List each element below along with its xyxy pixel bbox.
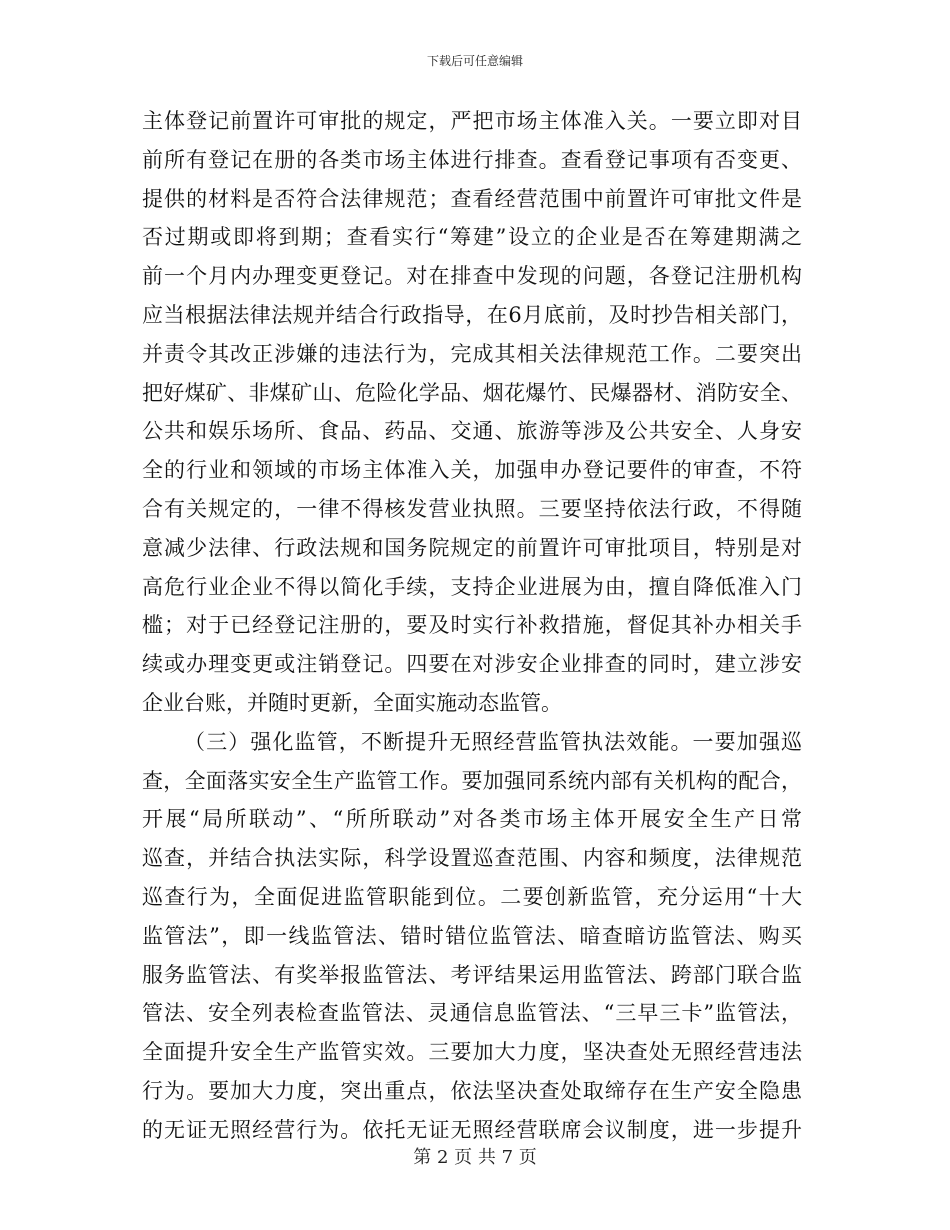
text-line: 合有关规定的，一律不得核发营业执照。三要坚持依法行政，不得随 <box>142 496 802 521</box>
text-line: 服务监管法、有奖举报监管法、考评结果运用监管法、跨部门联合监 <box>142 962 802 987</box>
text-line: 高危行业企业不得以简化手续，支持企业进展为由，擅自降低准入门 <box>142 574 802 599</box>
text-line: 查，全面落实安全生产监管工作。要加强同系统内部有关机构的配合， <box>142 768 802 793</box>
text-line: 行为。要加大力度，突出重点，依法坚决查处取缔存在生产安全隐患 <box>142 1078 802 1103</box>
text-line: 主体登记前置许可审批的规定，严把市场主体准入关。一要立即对目 <box>142 109 802 133</box>
text-line: 前所有登记在册的各类市场主体进行排查。查看登记事项有否变更、 <box>142 147 802 172</box>
text-line: 全面提升安全生产监管实效。三要加大力度，坚决查处无照经营违法 <box>142 1040 802 1065</box>
paragraph-1 <box>142 102 802 723</box>
text-line: 并责令其改正涉嫌的违法行为，完成其相关法律规范工作。二要突出 <box>142 341 802 366</box>
text-line: 提供的材料是否符合法律规范；查看经营范围中前置许可审批文件是 <box>142 186 802 211</box>
text-line: 企业台账，并随时更新，全面实施动态监管。 <box>142 690 562 715</box>
text-line: 把好煤矿、非煤矿山、危险化学品、烟花爆竹、民爆器材、消防安全、 <box>142 380 802 405</box>
document-body <box>142 102 802 1150</box>
text-line: 巡查行为，全面促进监管职能到位。二要创新监管，充分运用“十大 <box>142 884 802 909</box>
page-header: 下载后可任意编辑 <box>426 54 523 68</box>
text-line: 开展“局所联动”、“所所联动”对各类市场主体开展安全生产日常 <box>142 807 802 832</box>
text-line: 槛；对于已经登记注册的，要及时实行补救措施，督促其补办相关手 <box>142 613 802 638</box>
text-line: 的无证无照经营行为。依托无证无照经营联席会议制度，进一步提升 <box>142 1117 802 1142</box>
text-line: 巡查，并结合执法实际，科学设置巡查范围、内容和频度，法律规范 <box>142 846 802 871</box>
text-line: 监管法”，即一线监管法、错时错位监管法、暗查暗访监管法、购买 <box>142 923 802 948</box>
text-line: 全的行业和领域的市场主体准入关，加强申办登记要件的审查，不符 <box>142 458 802 483</box>
text-line: 管法、安全列表检查监管法、灵通信息监管法、“三早三卡”监管法， <box>142 1001 802 1026</box>
text-line: 否过期或即将到期；查看实行“筹建”设立的企业是否在筹建期满之 <box>142 225 802 250</box>
text-line: 续或办理变更或注销登记。四要在对涉安企业排查的同时，建立涉安 <box>142 652 802 677</box>
text-line: 前一个月内办理变更登记。对在排查中发现的问题，各登记注册机构 <box>142 264 802 289</box>
text-line: 公共和娱乐场所、食品、药品、交通、旅游等涉及公共安全、人身安 <box>142 419 802 444</box>
page-number-footer: 第 2 页 共 7 页 <box>413 1147 537 1168</box>
paragraph-2 <box>142 723 802 1150</box>
text-line: 应当根据法律法规并结合行政指导，在6月底前，及时抄告相关部门， <box>142 302 802 327</box>
text-line: （三）强化监管，不断提升无照经营监管执法效能。一要加强巡 <box>184 729 802 754</box>
text-line: 意减少法律、行政法规和国务院规定的前置许可审批项目，特别是对 <box>142 535 802 560</box>
